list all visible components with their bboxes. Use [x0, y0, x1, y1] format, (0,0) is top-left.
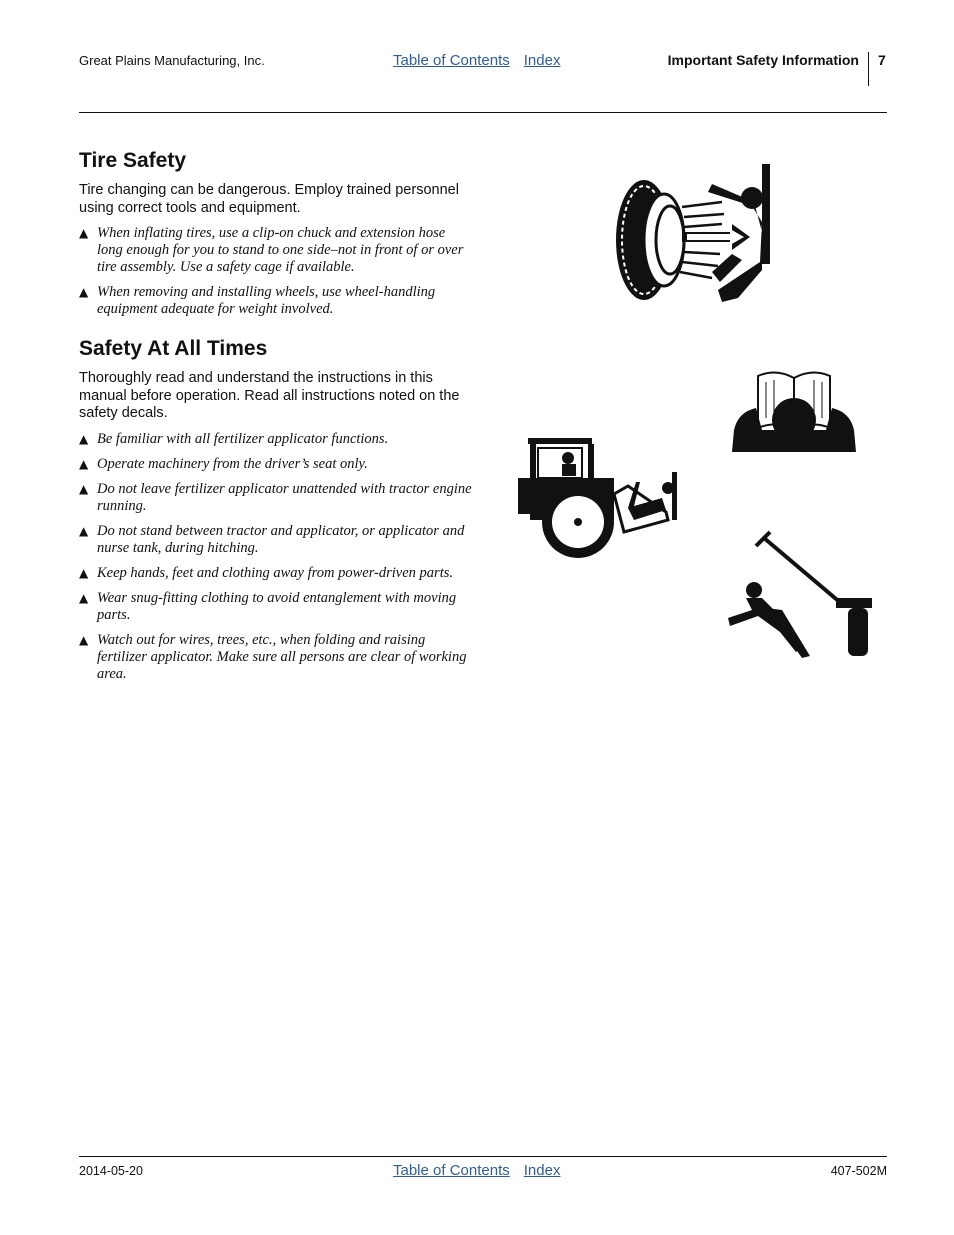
tire-safety-heading: Tire Safety	[79, 149, 186, 172]
warning-triangle-icon: ▲	[79, 481, 89, 496]
footer-nav	[393, 1162, 574, 1179]
list-item: ▲ Do not stand between tractor and applicator, or applicator and nurse tank, during hitching.	[79, 522, 465, 556]
safety-at-all-times-lead: Thoroughly read and understand the instructions in this manual before operation. Read all instructions noted on the safety decals.	[79, 370, 460, 421]
warning-triangle-icon: ▲	[79, 632, 89, 647]
warning-triangle-icon: ▲	[79, 523, 89, 538]
header-nav	[393, 52, 574, 69]
company-name: Great Plains Manufacturing, Inc.	[79, 53, 265, 68]
warning-triangle-icon: ▲	[79, 431, 89, 446]
document-number: 407-502M	[830, 1164, 887, 1178]
section-title: Important Safety Information	[667, 52, 859, 68]
tire-explosion-icon	[612, 162, 774, 304]
tire-safety-list	[79, 225, 474, 318]
list-item: ▲ Watch out for wires, trees, etc., when folding and raising fertilizer applicator. Make sure all persons are clear of working area.	[79, 631, 467, 682]
warning-triangle-icon: ▲	[79, 590, 89, 605]
header-divider	[868, 52, 869, 86]
footer-index-link[interactable]: Index	[523, 1162, 561, 1179]
warning-triangle-icon: ▲	[79, 456, 89, 471]
list-item: ▲ Operate machinery from the driver’s seat only.	[79, 455, 368, 472]
list-item: ▲ Do not leave fertilizer applicator unattended with tractor engine running.	[79, 480, 472, 514]
main-content	[79, 148, 474, 691]
warning-triangle-icon: ▲	[79, 285, 89, 299]
footer-table-of-contents-link[interactable]: Table of Contents	[393, 1162, 510, 1179]
list-item: ▲ Wear snug-fitting clothing to avoid entanglement with moving parts.	[79, 589, 457, 623]
table-of-contents-link[interactable]: Table of Contents	[393, 52, 510, 69]
tractor-crush-hazard-icon	[516, 436, 680, 560]
page-number: 7	[878, 52, 886, 68]
falling-hitch-hazard-icon	[724, 528, 874, 658]
safety-at-all-times-heading: Safety At All Times	[79, 337, 268, 360]
list-item: ▲ Be familiar with all fertilizer applicator functions.	[79, 430, 389, 447]
list-item: ▲ When inflating tires, use a clip-on chuck and extension hose long enough for you to stand to one side–not in front of or over tire assembly. Use a safety cage if available.	[79, 225, 464, 275]
read-manual-icon	[728, 368, 860, 458]
list-item: ▲ When removing and installing wheels, use wheel-handling equipment adequate for weight involved.	[79, 284, 436, 317]
tire-safety-lead: Tire changing can be dangerous. Employ trained personnel using correct tools and equipment.	[79, 182, 459, 216]
warning-triangle-icon: ▲	[79, 226, 89, 240]
header-rule	[79, 112, 887, 113]
index-link[interactable]: Index	[523, 52, 561, 69]
footer-date: 2014-05-20	[79, 1164, 143, 1178]
safety-at-all-times-list	[79, 431, 474, 683]
list-item: ▲ Keep hands, feet and clothing away from power-driven parts.	[79, 564, 453, 581]
footer-rule	[79, 1156, 887, 1157]
warning-triangle-icon: ▲	[79, 565, 89, 580]
